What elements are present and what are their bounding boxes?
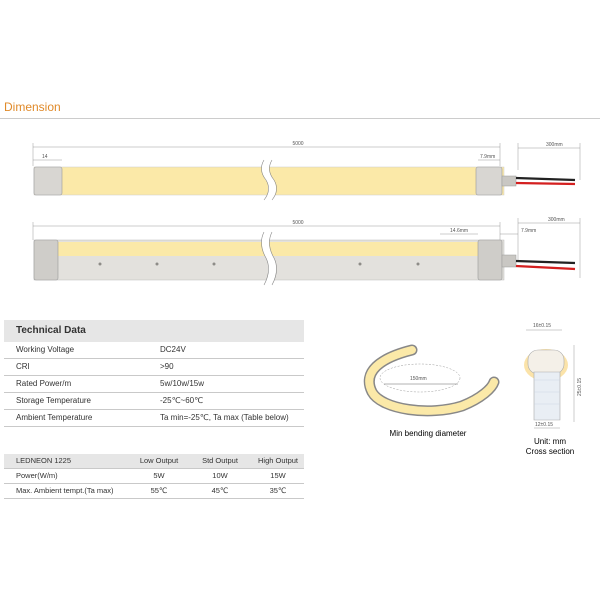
- cable-black: [516, 178, 575, 180]
- tech-row: CRI >90: [4, 359, 304, 376]
- tech-row: Storage Temperature -25℃~60℃: [4, 393, 304, 410]
- bend-diameter-label: 150mm: [410, 376, 427, 382]
- bending-illustration: [369, 350, 494, 411]
- end-cap-left-side: [34, 240, 58, 280]
- left-dim-label: 14: [42, 154, 48, 160]
- output-row-power: Power(W/m) 5W 10W 15W: [4, 469, 304, 484]
- length-label-top: 5000: [292, 141, 304, 147]
- end-cap-left: [34, 167, 62, 195]
- section-title: Dimension: [4, 100, 61, 114]
- output-row-ambient: Max. Ambient tempt.(Ta max) 55℃ 45℃ 35℃: [4, 484, 304, 499]
- end-cap-right: [476, 167, 502, 195]
- strip-drawing-bottom: [33, 217, 580, 285]
- tech-row: Ambient Temperature Ta min=-25℃, Ta max (Table below): [4, 410, 304, 427]
- cable-red: [516, 183, 575, 184]
- technical-data-header: [4, 320, 304, 342]
- cross-section-drawing: [524, 323, 583, 428]
- tech-row: Working Voltage DC24V: [4, 342, 304, 359]
- cross-height: 25±0.15: [577, 377, 583, 396]
- technical-data-title: Technical Data: [16, 325, 86, 336]
- cross-top-width: 16±0.15: [533, 323, 552, 329]
- bend-caption: Min bending diameter: [389, 429, 467, 438]
- cross-caption: Cross section: [525, 447, 575, 456]
- cross-bottom-width: 12±0.15: [535, 422, 554, 428]
- cross-unit: Unit: mm: [534, 437, 566, 446]
- end-cap-right-side: [478, 240, 502, 280]
- tech-row: Rated Power/m 5w/10w/15w: [4, 376, 304, 393]
- right-dim-label-top: 7.9mm: [480, 154, 496, 160]
- right-dim-label-bottom: 7.9mm: [521, 228, 537, 234]
- cable-length-label-bottom: 300mm: [548, 217, 565, 223]
- inner-dim-label: 14.6mm: [450, 228, 469, 234]
- length-label-bottom: 5000: [292, 220, 304, 226]
- output-table-header: LEDNEON 1225 Low Output Std Output High Output: [4, 454, 304, 469]
- strip-drawing-top: [33, 141, 580, 200]
- cable-length-label-top: 300mm: [546, 142, 563, 148]
